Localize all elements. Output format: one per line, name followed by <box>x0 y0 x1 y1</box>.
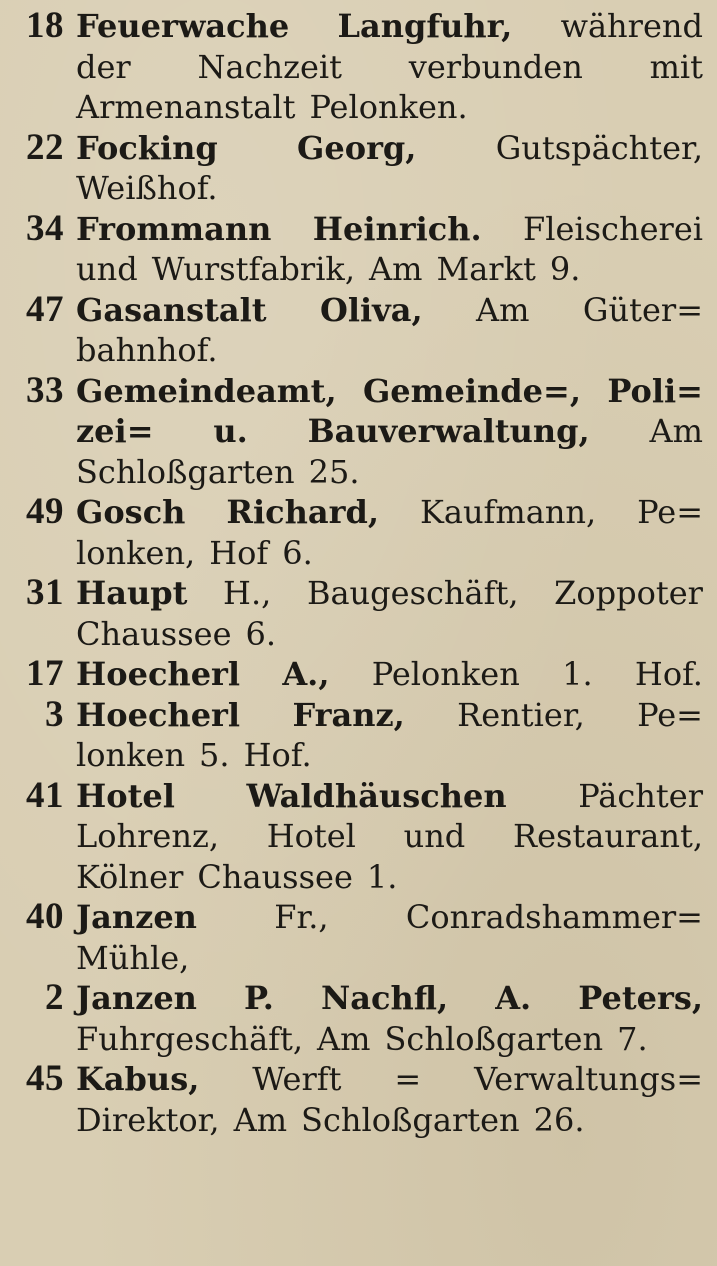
entry-word: Langfuhr, <box>337 7 513 45</box>
entry-word: Chaussee <box>76 614 232 653</box>
entry-number: 34 <box>26 207 64 249</box>
entry-number: 33 <box>26 369 64 411</box>
entry-word: Georg, <box>297 128 417 167</box>
entry-word: Hof <box>209 533 269 572</box>
entry-word: Lohrenz, <box>76 817 219 855</box>
entry-word: Mühle, <box>76 938 190 977</box>
entry-word: Hoecherl <box>76 655 241 693</box>
entry-word: Schloßgarten <box>301 1100 520 1139</box>
entry-word: Direktor, <box>76 1100 220 1139</box>
entry-text <box>76 371 703 493</box>
entry-line <box>76 978 703 1019</box>
entry-word: Weißhof. <box>76 169 218 207</box>
entry-number: 45 <box>26 1058 64 1099</box>
entry-word: A., <box>282 655 330 693</box>
entry-word: Chaussee <box>197 857 353 896</box>
entry-text <box>76 776 703 898</box>
entry-number: 22 <box>26 126 64 168</box>
entry-word: Kölner <box>76 857 184 896</box>
entry-word: Schloßgarten <box>384 1019 604 1058</box>
entry-line <box>76 47 703 88</box>
directory-entry <box>12 209 703 290</box>
entry-line <box>76 411 703 452</box>
entry-number: 2 <box>45 977 64 1018</box>
entry-word: 1. <box>562 655 593 693</box>
directory-entry <box>12 371 703 493</box>
entry-word: Richard, <box>226 493 379 531</box>
entry-word: Am <box>476 290 530 329</box>
entry-word: Am <box>233 1100 288 1139</box>
entry-word: der <box>76 47 131 86</box>
entry-line <box>76 330 703 371</box>
entry-line <box>76 87 703 128</box>
directory-entry <box>12 776 703 898</box>
entry-line <box>76 492 703 533</box>
entry-word: Fr., <box>274 898 329 936</box>
directory-entry <box>12 897 703 978</box>
entry-word: Haupt <box>76 574 188 612</box>
directory-entry <box>12 290 703 371</box>
entry-word: Gutspächter, <box>495 128 703 167</box>
entry-number: 47 <box>26 288 64 330</box>
entry-text <box>76 695 703 776</box>
entry-number: 17 <box>26 653 64 694</box>
entry-word: Verwaltungs= <box>474 1060 703 1098</box>
entry-word: 26. <box>533 1100 585 1139</box>
entry-number: 18 <box>26 5 64 46</box>
entry-line <box>76 452 703 493</box>
entry-word: während <box>560 7 703 45</box>
entry-line <box>76 1100 703 1141</box>
entry-word: und <box>76 250 138 288</box>
entry-word: Nachzeit <box>197 47 342 86</box>
entry-word: Fuhrgeschäft, <box>76 1019 304 1058</box>
entry-word: Hotel <box>76 776 175 815</box>
entry-word: Peters, <box>578 979 703 1017</box>
entry-number: 49 <box>26 491 64 532</box>
entry-word: Janzen <box>76 979 197 1017</box>
entry-word: P. <box>244 979 274 1017</box>
entry-word: Franz, <box>292 695 405 734</box>
entry-text <box>76 209 703 290</box>
entry-line <box>76 1059 703 1100</box>
entry-line <box>76 938 703 979</box>
entry-line <box>76 168 703 209</box>
entry-word: Pächter <box>578 776 703 815</box>
entry-word: Pelonken. <box>309 88 468 126</box>
entry-word: Waldhäuschen <box>246 776 507 815</box>
entry-word: Schloßgarten <box>76 452 295 491</box>
entry-line <box>76 6 703 47</box>
entry-word: Nachfl, <box>321 979 449 1017</box>
entry-word: bahnhof. <box>76 331 218 369</box>
directory-entry <box>12 573 703 654</box>
entry-line <box>76 573 703 614</box>
entry-line <box>76 776 703 817</box>
entry-word: Kabus, <box>76 1060 200 1098</box>
entry-word: 5. <box>199 736 230 774</box>
entry-line <box>76 371 703 412</box>
entry-word: Feuerwache <box>76 7 290 45</box>
entry-number: 31 <box>26 572 64 613</box>
entry-line <box>76 654 703 695</box>
entry-word: zei= <box>76 412 154 450</box>
directory-entry <box>12 1059 703 1140</box>
entry-word: u. <box>213 412 248 450</box>
entry-word: Focking <box>76 128 218 167</box>
directory-entry <box>12 6 703 128</box>
entry-word: Markt <box>436 250 536 288</box>
entry-word: Hotel <box>266 817 356 855</box>
entry-word: Frommann <box>76 209 272 248</box>
entry-line <box>76 816 703 857</box>
entry-word: Gemeinde=, <box>362 371 581 410</box>
entry-word: = <box>394 1060 422 1098</box>
entry-line <box>76 735 703 776</box>
entry-word: Pe= <box>637 493 703 531</box>
entry-text <box>76 978 703 1059</box>
entry-word: Oliva, <box>319 290 423 329</box>
entry-word: Heinrich. <box>312 209 482 248</box>
entry-word: Am <box>317 1019 371 1058</box>
entry-word: 7. <box>617 1019 648 1058</box>
entry-word: Güter= <box>582 290 703 329</box>
entry-word: lonken, <box>76 533 196 572</box>
entry-word: Pe= <box>637 695 703 734</box>
entry-line <box>76 290 703 331</box>
entry-number: 40 <box>26 896 64 937</box>
entry-word: verbunden <box>408 47 583 86</box>
entry-word: 1. <box>366 857 398 896</box>
entry-word: Fleischerei <box>523 209 703 248</box>
entry-word: Kaufmann, <box>419 493 597 531</box>
entry-word: lonken <box>76 736 186 774</box>
entry-word: Restaurant, <box>512 817 703 855</box>
directory-entry <box>12 978 703 1059</box>
entry-word: Baugeschäft, <box>306 574 519 612</box>
entry-word: Am <box>649 412 703 450</box>
entry-word: Pelonken <box>371 655 520 693</box>
entry-word: Werft <box>252 1060 342 1098</box>
entry-word: Rentier, <box>457 695 585 734</box>
entry-line <box>76 249 703 290</box>
entry-word: Hof. <box>634 655 703 693</box>
entry-text <box>76 897 703 978</box>
entry-text <box>76 1059 703 1140</box>
entry-text <box>76 654 703 695</box>
entry-number: 41 <box>26 774 64 816</box>
entry-word: 6. <box>245 614 277 653</box>
entry-word: H., <box>223 574 272 612</box>
entry-word: Gosch <box>76 493 186 531</box>
entry-line <box>76 695 703 736</box>
entry-word: mit <box>649 47 703 86</box>
entry-word: Hoecherl <box>76 695 241 734</box>
entry-word: Janzen <box>76 898 197 936</box>
entry-word: 6. <box>282 533 313 572</box>
entry-text <box>76 492 703 573</box>
entry-word: Gasanstalt <box>76 290 267 329</box>
entry-word: 9. <box>549 250 581 288</box>
entry-line <box>76 533 703 574</box>
entry-word: Conradshammer= <box>405 898 703 936</box>
entry-line <box>76 128 703 169</box>
entry-text <box>76 128 703 209</box>
entry-word: Am <box>368 250 423 288</box>
entry-text <box>76 290 703 371</box>
entry-text <box>76 6 703 128</box>
entry-word: Hof. <box>243 736 312 774</box>
entry-word: und <box>403 817 466 855</box>
entry-text <box>76 573 703 654</box>
entry-line <box>76 209 703 250</box>
entry-word: Gemeindeamt, <box>76 371 337 410</box>
entry-word: Wurstfabrik, <box>151 250 355 288</box>
directory-entry <box>12 128 703 209</box>
directory-entry <box>12 695 703 776</box>
entry-word: Armenanstalt <box>76 88 296 126</box>
entry-word: Zoppoter <box>554 574 703 612</box>
entry-word: Poli= <box>607 371 703 410</box>
entry-word: A. <box>495 979 532 1017</box>
entry-line <box>76 1019 703 1060</box>
directory-entry <box>12 492 703 573</box>
entry-line <box>76 857 703 898</box>
entry-line <box>76 897 703 938</box>
entry-number: 3 <box>45 693 64 735</box>
entry-line <box>76 614 703 655</box>
entry-word: 25. <box>308 452 360 491</box>
entry-word: Bauverwaltung, <box>307 412 590 450</box>
directory-entry <box>12 654 703 695</box>
